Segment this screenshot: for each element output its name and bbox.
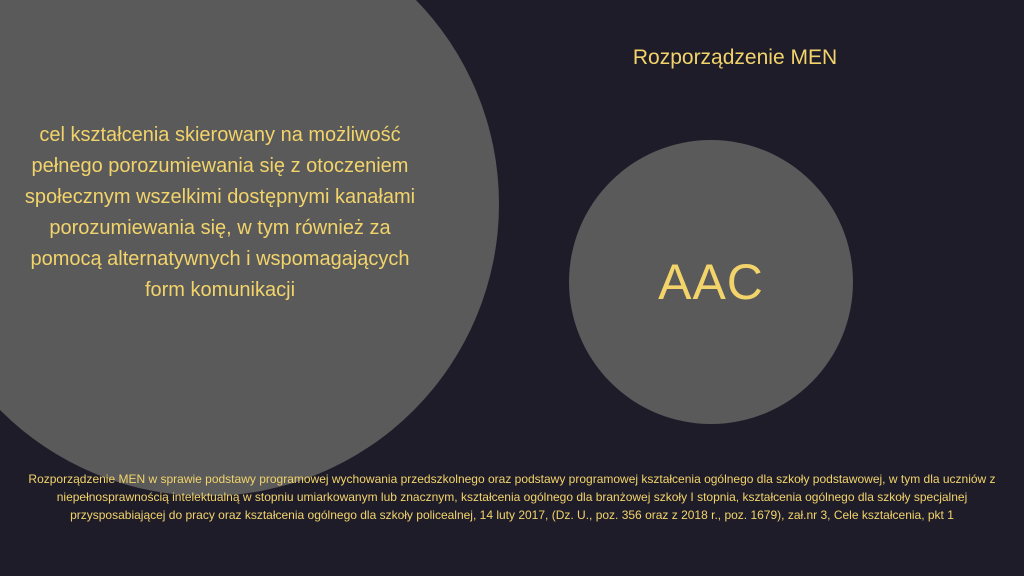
slide-title: Rozporządzenie MEN [632,46,838,69]
left-circle-text: cel kształcenia skierowany na możliwość pełnego porozumiewania się z otoczeniem społecznym wszelkimi dostępnymi kanałami porozumiewania się, w tym również za pomocą alternatywnych i wspomagających form komunikacji [24,124,416,301]
aac-label: AAC [658,254,764,310]
right-circle [569,140,853,424]
source-footnote: Rozporządzenie MEN w sprawie podstawy programowej wychowania przedszkolnego oraz podstawy programowej kształcenia ogólnego dla szkoły podstawowej, w tym dla uczniów z niepełnosprawnością intelektualną w stopniu umiarkowanym lub znacznym, kształcenia ogólnego dla branżowej szkoły I stopnia, kształcenia ogólnego dla szkoły specjalnej przysposabiającej do pracy oraz kształcenia ogólnego dla szkoły policealnej, 14 luty 2017, (Dz. U., poz. 356 oraz z 2018 r., poz. 1679), zał.nr 3, Cele kształcenia, pkt 1 [28,472,996,522]
